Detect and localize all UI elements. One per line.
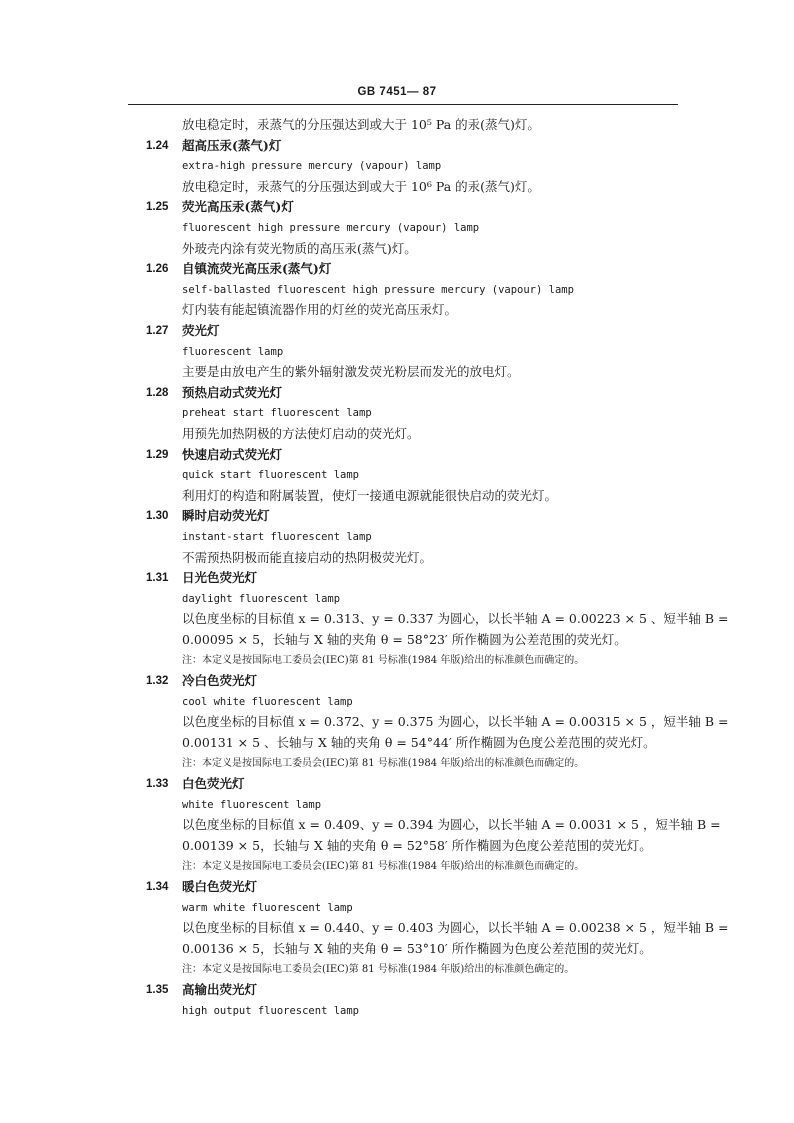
- entry-term: 预热启动式荧光灯: [182, 384, 283, 400]
- entry-english-term: preheat start fluorescent lamp: [182, 407, 372, 420]
- entry-english-term: white fluorescent lamp: [182, 798, 322, 811]
- entry-number: 1.32: [146, 675, 169, 688]
- entry-definition-line: 灯内装有能起镇流器作用的灯丝的荧光高压汞灯。: [182, 302, 458, 318]
- entry-definition-line: 外玻壳内涂有荧光物质的高压汞(蒸气)灯。: [182, 240, 417, 256]
- entry-english-term: warm white fluorescent lamp: [182, 901, 353, 914]
- entry-number: 1.35: [146, 984, 169, 997]
- entry-definition-line: 0.00136 × 5，长轴与 X 轴的夹角 θ = 53°10′ 所作椭圆为色度公差范围的荧光灯。: [182, 941, 652, 956]
- entry-number: 1.33: [146, 778, 169, 791]
- entry-english-term: daylight fluorescent lamp: [182, 592, 341, 605]
- entry-english-term: fluorescent lamp: [182, 345, 284, 358]
- intro-line: 放电稳定时，汞蒸气的分压强达到或大于 10⁵ Pa 的汞(蒸气)灯。: [182, 117, 540, 132]
- entry-definition-line: 以色度坐标的目标值 x = 0.313、y = 0.337 为圆心，以长半轴 A = 0.00223 × 5 、短半轴 B =: [182, 611, 729, 627]
- entry-note: 注：本定义是按国际电工委员会(IEC)第 81 号标准(1984 年版)给出的标准颜色确定的。: [182, 963, 575, 975]
- document-header: GB 7451— 87: [357, 86, 437, 98]
- entry-number: 1.28: [146, 386, 169, 399]
- header-rule: [128, 104, 678, 105]
- entry-english-term: cool white fluorescent lamp: [182, 695, 353, 708]
- entry-definition-line: 以色度坐标的目标值 x = 0.440、y = 0.403 为圆心，以长半轴 A = 0.00238 × 5 ，短半轴 B =: [182, 920, 729, 936]
- entry-number: 1.34: [146, 881, 169, 894]
- entry-term: 超高压汞(蒸气)灯: [182, 137, 282, 153]
- entry-term: 日光色荧光灯: [182, 570, 258, 586]
- entry-definition-line: 0.00131 × 5 、长轴与 X 轴的夹角 θ = 54°44′ 所作椭圆为色度公差范围的荧光灯。: [182, 735, 656, 750]
- entry-note: 注：本定义是按国际电工委员会(IEC)第 81 号标准(1984 年版)给出的标准颜色而确定的。: [182, 860, 585, 872]
- entry-term: 瞬时启动荧光灯: [182, 508, 270, 524]
- entry-definition-line: 放电稳定时，汞蒸气的分压强达到或大于 10⁶ Pa 的汞(蒸气)灯。: [182, 178, 540, 194]
- entry-number: 1.29: [146, 448, 169, 461]
- entry-note: 注：本定义是按国际电工委员会(IEC)第 81 号标准(1984 年版)给出的标准颜色而确定的。: [182, 757, 585, 769]
- entry-definition-line: 0.00095 × 5，长轴与 X 轴的夹角 θ = 58°23′ 所作椭圆为公差范围的荧光灯。: [182, 632, 627, 647]
- entry-number: 1.24: [146, 139, 169, 152]
- entry-term: 暖白色荧光灯: [182, 879, 258, 895]
- entry-number: 1.27: [146, 325, 169, 337]
- entry-definition-line: 主要是由放电产生的紫外辐射激发荧光粉层而发光的放电灯。: [182, 364, 520, 380]
- entry-english-term: extra-high pressure mercury (vapour) lamp: [182, 160, 442, 173]
- entry-english-term: quick start fluorescent lamp: [182, 469, 360, 482]
- entry-definition-line: 用预先加热阴极的方法使灯启动的荧光灯。: [182, 426, 420, 441]
- entry-english-term: fluorescent high pressure mercury (vapour) lamp: [182, 222, 480, 234]
- entry-number: 1.31: [146, 572, 169, 585]
- entry-term: 冷白色荧光灯: [182, 673, 258, 689]
- entry-definition-line: 以色度坐标的目标值 x = 0.409、y = 0.394 为圆心，以长半轴 A = 0.0031 × 5 ，短半轴 B =: [182, 817, 721, 833]
- entry-number: 1.25: [146, 201, 169, 214]
- entry-english-term: self-ballasted fluorescent high pressure mercury (vapour) lamp: [182, 283, 574, 296]
- entry-term: 快速启动式荧光灯: [182, 446, 283, 462]
- entry-note: 注：本定义是按国际电工委员会(IEC)第 81 号标准(1984 年版)给出的标准颜色而确定的。: [182, 654, 585, 666]
- entry-definition-line: 不需预热阴极而能直接启动的热阴极荧光灯。: [182, 549, 433, 565]
- entry-english-term: instant-start fluorescent lamp: [182, 531, 372, 543]
- entry-term: 白色荧光灯: [182, 776, 245, 792]
- entry-number: 1.30: [146, 510, 169, 523]
- entry-term: 荧光高压汞(蒸气)灯: [182, 199, 294, 215]
- entry-term: 高输出荧光灯: [182, 982, 258, 998]
- entry-english-term: high output fluorescent lamp: [182, 1004, 360, 1017]
- entry-definition-line: 利用灯的构造和附属装置，使灯一接通电源就能很快启动的荧光灯。: [182, 487, 558, 503]
- entry-term: 荧光灯: [182, 323, 220, 338]
- entry-term: 自镇流荧光高压汞(蒸气)灯: [182, 261, 332, 277]
- entry-definition-line: 0.00139 × 5，长轴与 X 轴的夹角 θ = 52°58′ 所作椭圆为色度公差范围的荧光灯。: [182, 838, 652, 853]
- entry-definition-line: 以色度坐标的目标值 x = 0.372、y = 0.375 为圆心，以长半轴 A = 0.00315 × 5 ，短半轴 B =: [182, 714, 729, 730]
- entry-number: 1.26: [146, 263, 169, 276]
